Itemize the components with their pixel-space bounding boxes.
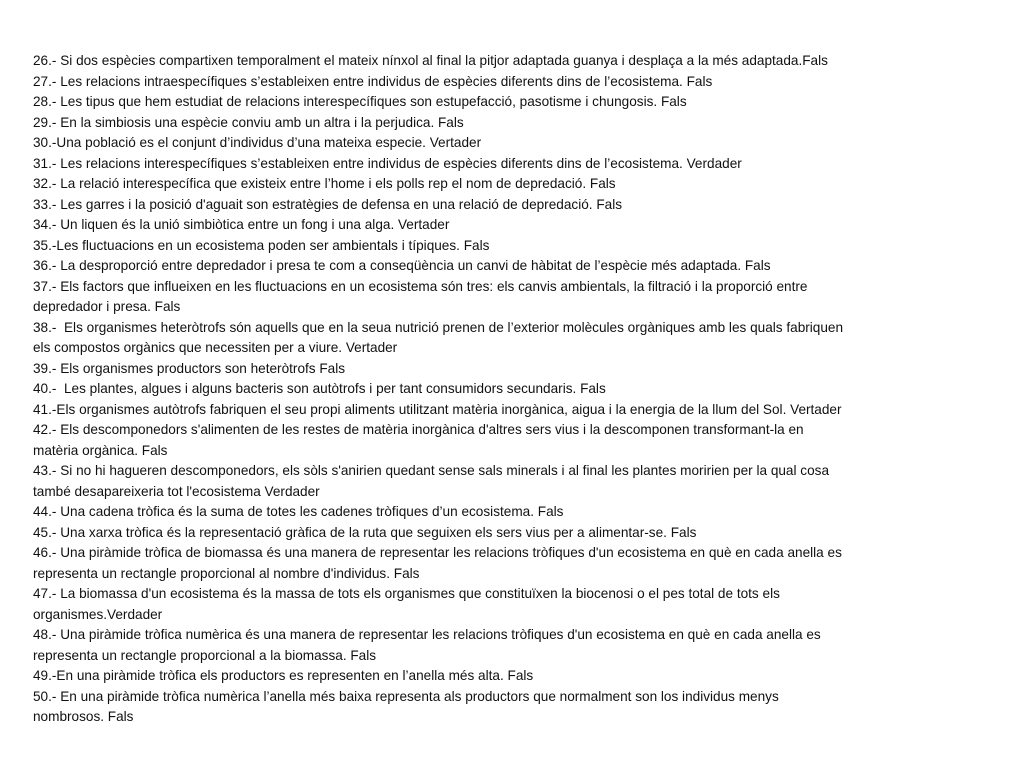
statement-line: 39.- Els organismes productors son heteròtrofs Fals xyxy=(33,360,346,376)
statement-line: matèria orgànica. Fals xyxy=(33,442,168,458)
statement-line: representa un rectangle proporcional a la biomassa. Fals xyxy=(33,647,377,663)
statement-item-42 xyxy=(33,420,843,461)
statement-line: 37.- Els factors que influeixen en les fluctuacions en un ecosistema són tres: els canvis ambientals, la filtració i la proporció entre xyxy=(33,278,808,294)
statement-line: 27.- Les relacions intraespecífiques s’estableixen entre individus de espècies diferents dins de l’ecosistema. Fals xyxy=(33,73,713,89)
statement-item-38 xyxy=(33,318,843,359)
statement-line: 26.- Si dos espècies compartixen temporalment el mateix nínxol al final la pitjor adaptada guanya i desplaça a la més adaptada.Fals xyxy=(33,53,828,68)
statement-line: depredador i presa. Fals xyxy=(33,299,181,314)
statement-line: 29.- En la simbiosis una espècie conviu amb un altra i la perjudica. Fals xyxy=(33,114,464,130)
statement-item-26 xyxy=(33,51,843,72)
statement-line: 46.- Una piràmide tròfica de biomassa és una manera de representar les relacions tròfiques d'un ecosistema en què en cada anella es xyxy=(33,545,842,560)
statement-item-34 xyxy=(33,215,843,236)
statement-item-29 xyxy=(33,113,843,134)
statement-item-40 xyxy=(33,379,843,400)
statement-line: 43.- Si no hi hagueren descomponedors, els sòls s'anirien quedant sense sals minerals i al final les plantes moririen per la qual cosa xyxy=(33,463,830,478)
statement-item-45 xyxy=(33,523,843,544)
statement-item-46 xyxy=(33,543,843,584)
statement-item-49 xyxy=(33,666,843,687)
statement-line: 28.- Les tipus que hem estudiat de relacions interespecífiques son estupefacció, pasotisme i chungosis. Fals xyxy=(33,94,687,109)
statement-item-35 xyxy=(33,236,843,257)
statement-line: 36.- La desproporció entre depredador i presa te com a conseqüència un canvi de hàbitat de l’espècie més adaptada. Fals xyxy=(33,258,771,273)
statement-line: 35.-Les fluctuacions en un ecosistema poden ser ambientals i típiques. Fals xyxy=(33,237,490,253)
statement-item-32 xyxy=(33,174,843,195)
statement-line: 30.-Una població es el conjunt d’individus d’una mateixa especie. Vertader xyxy=(33,135,482,150)
statement-item-37 xyxy=(33,277,843,318)
statement-item-27 xyxy=(33,72,843,93)
statement-item-43 xyxy=(33,461,843,502)
statement-line: 33.- Les garres i la posició d'aguait son estratègies de defensa en una relació de depredació. Fals xyxy=(33,196,623,212)
statement-item-47 xyxy=(33,584,843,625)
statement-line: 32.- La relació interespecífica que existeix entre l’home i els polls rep el nom de depredació. Fals xyxy=(33,176,616,191)
statement-item-39 xyxy=(33,359,843,380)
statement-line: també desapareixeria tot l'ecosistema Verdader xyxy=(33,483,320,499)
statement-line: els compostos orgànics que necessiten per a viure. Vertader xyxy=(33,340,398,355)
statement-item-48 xyxy=(33,625,843,666)
statement-line: nombrosos. Fals xyxy=(33,709,134,724)
statement-line: representa un rectangle proporcional al nombre d'individus. Fals xyxy=(33,565,420,581)
statement-line: 45.- Una xarxa tròfica és la representació gràfica de la ruta que seguixen els sers vius per a alimentar-se. Fals xyxy=(33,524,697,540)
statement-item-36 xyxy=(33,256,843,277)
statement-line: 41.-Els organismes autòtrofs fabriquen el seu propi aliments utilitzant matèria inorgànica, aigua i la energia de la llum del Sol. Vertader xyxy=(33,401,842,417)
statement-item-33 xyxy=(33,195,843,216)
statement-line: 49.-En una piràmide tròfica els productors es representen en l’anella més alta. Fals xyxy=(33,668,534,683)
statement-item-31 xyxy=(33,154,843,175)
statement-item-50 xyxy=(33,687,843,728)
statement-line: 42.- Els descomponedors s'alimenten de les restes de matèria inorgànica d'altres sers vius i la descomponen transformant-la en xyxy=(33,422,804,437)
statement-line: 48.- Una piràmide tròfica numèrica és una manera de representar les relacions tròfiques d'un ecosistema en què en cada anella es xyxy=(33,627,821,642)
statement-line: 38.- Els organismes heteròtrofs són aquells que en la seua nutrició prenen de l’exterior molècules orgàniques amb les quals fabriquen xyxy=(33,319,844,335)
statement-item-44 xyxy=(33,502,843,523)
statement-item-30 xyxy=(33,133,843,154)
statement-line: 40.- Les plantes, algues i alguns bacteris son autòtrofs i per tant consumidors secundaris. Fals xyxy=(33,381,606,396)
statement-line: 31.- Les relacions interespecífiques s’estableixen entre individus de espècies diferents dins de l’ecosistema. Verdader xyxy=(33,155,742,171)
statement-line: 50.- En una piràmide tròfica numèrica l’anella més baixa representa als productors que normalment son los individus menys xyxy=(33,688,779,704)
statement-line: 44.- Una cadena tròfica és la suma de totes les cadenes tròfiques d’un ecosistema. Fals xyxy=(33,504,564,519)
statement-line: 34.- Un liquen és la unió simbiòtica entre un fong i una alga. Vertader xyxy=(33,217,450,232)
statement-list xyxy=(33,51,843,728)
statement-line: 47.- La biomassa d'un ecosistema és la massa de tots els organismes que constituïxen la biocenosi o el pes total de tots els xyxy=(33,586,780,601)
statement-item-41 xyxy=(33,400,843,421)
statement-line: organismes.Verdader xyxy=(33,606,163,622)
statement-item-28 xyxy=(33,92,843,113)
